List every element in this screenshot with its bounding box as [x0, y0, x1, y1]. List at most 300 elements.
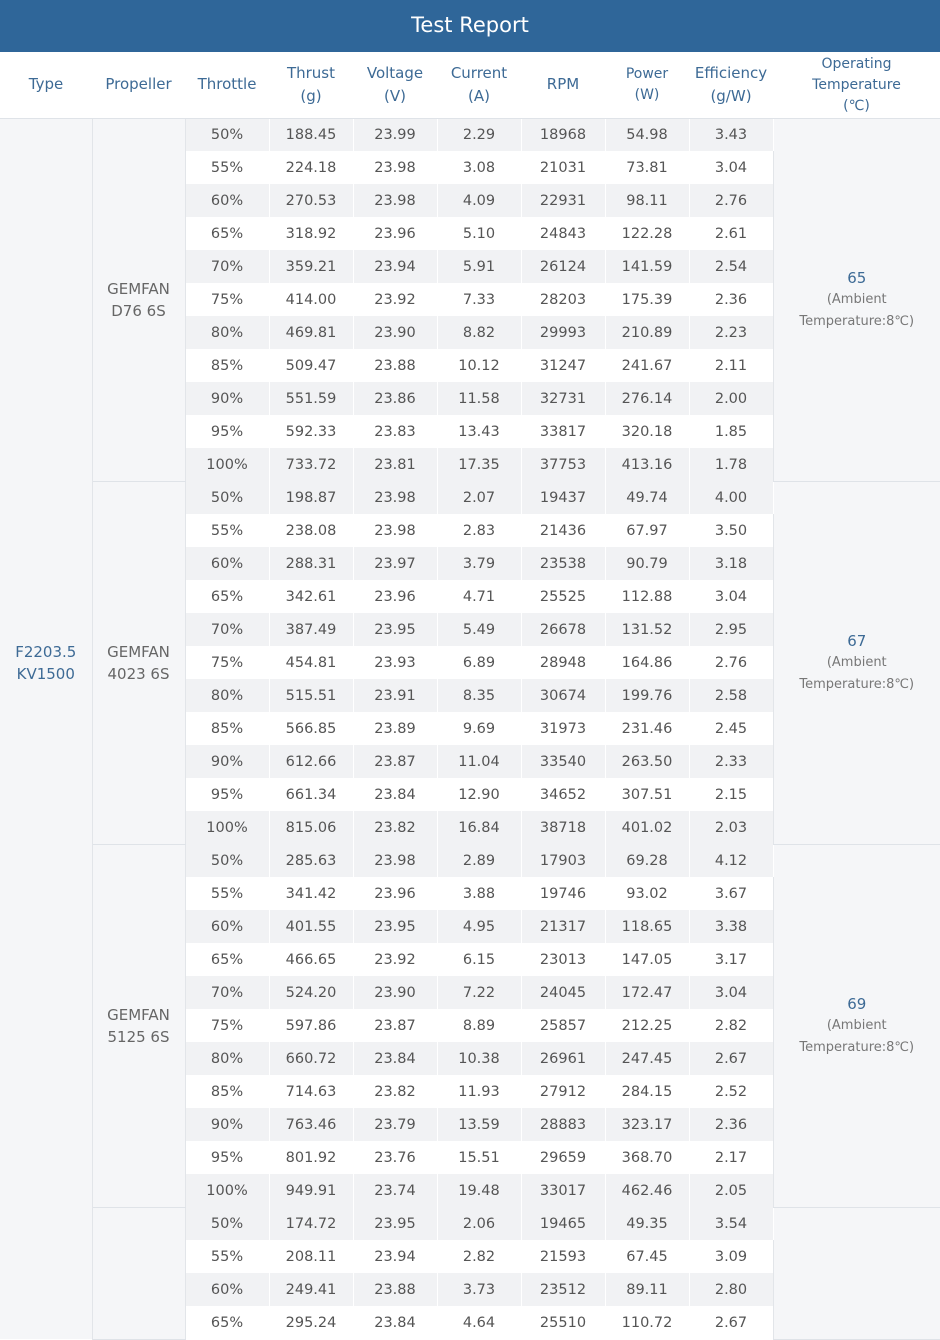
thrust-cell: 387.49 — [269, 613, 353, 646]
thrust-cell: 238.08 — [269, 514, 353, 547]
ambient-note: Temperature:8℃) — [774, 311, 940, 333]
efficiency-cell: 2.76 — [689, 646, 773, 679]
rpm-cell: 24045 — [521, 976, 605, 1009]
throttle-cell: 70% — [185, 976, 269, 1009]
thrust-cell: 174.72 — [269, 1207, 353, 1240]
propeller-line: D76 6S — [111, 302, 165, 320]
thrust-cell: 592.33 — [269, 415, 353, 448]
thrust-cell: 249.41 — [269, 1273, 353, 1306]
ambient-note: (Ambient — [774, 1015, 940, 1037]
current-cell: 3.88 — [437, 877, 521, 910]
power-cell: 131.52 — [605, 613, 689, 646]
rpm-cell: 38718 — [521, 811, 605, 844]
header-operating-temperature: Operating Temperature (℃) — [773, 52, 940, 118]
efficiency-cell: 2.67 — [689, 1042, 773, 1075]
voltage-cell: 23.74 — [353, 1174, 437, 1207]
thrust-cell: 597.86 — [269, 1009, 353, 1042]
efficiency-cell: 2.11 — [689, 349, 773, 382]
throttle-cell: 55% — [185, 877, 269, 910]
efficiency-cell: 2.52 — [689, 1075, 773, 1108]
voltage-cell: 23.98 — [353, 184, 437, 217]
efficiency-cell: 3.54 — [689, 1207, 773, 1240]
throttle-cell: 65% — [185, 217, 269, 250]
efficiency-cell: 2.17 — [689, 1141, 773, 1174]
voltage-cell: 23.93 — [353, 646, 437, 679]
rpm-cell: 19437 — [521, 481, 605, 514]
power-cell: 54.98 — [605, 118, 689, 151]
voltage-cell: 23.86 — [353, 382, 437, 415]
current-cell: 11.93 — [437, 1075, 521, 1108]
power-cell: 247.45 — [605, 1042, 689, 1075]
efficiency-cell: 2.36 — [689, 1108, 773, 1141]
voltage-cell: 23.98 — [353, 481, 437, 514]
power-cell: 323.17 — [605, 1108, 689, 1141]
current-cell: 8.82 — [437, 316, 521, 349]
power-cell: 73.81 — [605, 151, 689, 184]
power-cell: 320.18 — [605, 415, 689, 448]
rpm-cell: 19746 — [521, 877, 605, 910]
thrust-cell: 660.72 — [269, 1042, 353, 1075]
power-cell: 89.11 — [605, 1273, 689, 1306]
rpm-cell: 27912 — [521, 1075, 605, 1108]
efficiency-cell: 1.85 — [689, 415, 773, 448]
throttle-cell: 95% — [185, 415, 269, 448]
power-cell: 147.05 — [605, 943, 689, 976]
voltage-cell: 23.98 — [353, 844, 437, 877]
power-cell: 112.88 — [605, 580, 689, 613]
thrust-cell: 188.45 — [269, 118, 353, 151]
table-row — [0, 481, 940, 514]
current-cell: 3.08 — [437, 151, 521, 184]
rpm-cell: 26678 — [521, 613, 605, 646]
efficiency-cell: 3.38 — [689, 910, 773, 943]
power-cell: 199.76 — [605, 679, 689, 712]
efficiency-cell: 2.76 — [689, 184, 773, 217]
thrust-cell: 509.47 — [269, 349, 353, 382]
current-cell: 2.82 — [437, 1240, 521, 1273]
rpm-cell: 18968 — [521, 118, 605, 151]
voltage-cell: 23.92 — [353, 283, 437, 316]
throttle-cell: 60% — [185, 547, 269, 580]
rpm-cell: 21031 — [521, 151, 605, 184]
power-cell: 122.28 — [605, 217, 689, 250]
throttle-cell: 50% — [185, 1207, 269, 1240]
ambient-note: Temperature:8℃) — [774, 674, 940, 696]
report-title: Test Report — [0, 0, 940, 52]
voltage-cell: 23.82 — [353, 811, 437, 844]
current-cell: 12.90 — [437, 778, 521, 811]
operating-temperature-cell — [773, 844, 940, 1207]
thrust-cell: 295.24 — [269, 1306, 353, 1339]
efficiency-cell: 1.78 — [689, 448, 773, 481]
thrust-cell: 285.63 — [269, 844, 353, 877]
rpm-cell: 25525 — [521, 580, 605, 613]
current-cell: 4.64 — [437, 1306, 521, 1339]
thrust-cell: 801.92 — [269, 1141, 353, 1174]
voltage-cell: 23.88 — [353, 349, 437, 382]
throttle-cell: 75% — [185, 1009, 269, 1042]
throttle-cell: 75% — [185, 283, 269, 316]
power-cell: 93.02 — [605, 877, 689, 910]
current-cell: 3.73 — [437, 1273, 521, 1306]
current-cell: 3.79 — [437, 547, 521, 580]
throttle-cell: 100% — [185, 811, 269, 844]
current-cell: 13.43 — [437, 415, 521, 448]
power-cell: 110.72 — [605, 1306, 689, 1339]
throttle-cell: 50% — [185, 844, 269, 877]
rpm-cell: 19465 — [521, 1207, 605, 1240]
thrust-cell: 224.18 — [269, 151, 353, 184]
motor-type-line: KV1500 — [17, 665, 75, 683]
thrust-cell: 551.59 — [269, 382, 353, 415]
rpm-cell: 28883 — [521, 1108, 605, 1141]
operating-temperature-cell — [773, 118, 940, 481]
efficiency-cell: 3.67 — [689, 877, 773, 910]
efficiency-cell: 4.12 — [689, 844, 773, 877]
voltage-cell: 23.97 — [353, 547, 437, 580]
voltage-cell: 23.92 — [353, 943, 437, 976]
rpm-cell: 23538 — [521, 547, 605, 580]
voltage-cell: 23.90 — [353, 316, 437, 349]
throttle-cell: 90% — [185, 745, 269, 778]
power-cell: 98.11 — [605, 184, 689, 217]
rpm-cell: 21317 — [521, 910, 605, 943]
throttle-cell: 90% — [185, 1108, 269, 1141]
power-cell: 67.97 — [605, 514, 689, 547]
throttle-cell: 50% — [185, 481, 269, 514]
current-cell: 2.89 — [437, 844, 521, 877]
current-cell: 5.49 — [437, 613, 521, 646]
efficiency-cell: 3.18 — [689, 547, 773, 580]
motor-type-cell — [0, 118, 92, 1207]
throttle-cell: 50% — [185, 118, 269, 151]
efficiency-cell: 2.36 — [689, 283, 773, 316]
thrust-cell: 612.66 — [269, 745, 353, 778]
power-cell: 263.50 — [605, 745, 689, 778]
thrust-cell: 270.53 — [269, 184, 353, 217]
table-row — [0, 1207, 940, 1240]
power-cell: 462.46 — [605, 1174, 689, 1207]
throttle-cell: 60% — [185, 184, 269, 217]
throttle-cell: 85% — [185, 712, 269, 745]
rpm-cell: 33017 — [521, 1174, 605, 1207]
propeller-cell — [92, 1207, 185, 1339]
throttle-cell: 70% — [185, 613, 269, 646]
efficiency-cell: 2.03 — [689, 811, 773, 844]
rpm-cell: 28203 — [521, 283, 605, 316]
thrust-cell: 733.72 — [269, 448, 353, 481]
propeller-line: GEMFAN — [107, 1006, 170, 1024]
efficiency-cell: 2.00 — [689, 382, 773, 415]
thrust-cell: 359.21 — [269, 250, 353, 283]
thrust-cell: 661.34 — [269, 778, 353, 811]
voltage-cell: 23.95 — [353, 613, 437, 646]
voltage-cell: 23.96 — [353, 580, 437, 613]
ambient-note: (Ambient — [774, 652, 940, 674]
throttle-cell: 60% — [185, 1273, 269, 1306]
throttle-cell: 100% — [185, 1174, 269, 1207]
throttle-cell: 95% — [185, 778, 269, 811]
rpm-cell: 29659 — [521, 1141, 605, 1174]
ambient-note: (Ambient — [774, 289, 940, 311]
propeller-line: GEMFAN — [107, 280, 170, 298]
efficiency-cell: 3.04 — [689, 151, 773, 184]
current-cell: 2.83 — [437, 514, 521, 547]
voltage-cell: 23.95 — [353, 1207, 437, 1240]
power-cell: 67.45 — [605, 1240, 689, 1273]
propeller-cell — [92, 118, 185, 481]
efficiency-cell: 2.23 — [689, 316, 773, 349]
power-cell: 413.16 — [605, 448, 689, 481]
header-type: Type — [0, 52, 92, 118]
throttle-cell: 85% — [185, 349, 269, 382]
voltage-cell: 23.91 — [353, 679, 437, 712]
propeller-cell — [92, 844, 185, 1207]
thrust-cell: 288.31 — [269, 547, 353, 580]
voltage-cell: 23.90 — [353, 976, 437, 1009]
current-cell: 13.59 — [437, 1108, 521, 1141]
current-cell: 5.91 — [437, 250, 521, 283]
report-body — [0, 118, 940, 1339]
header-propeller: Propeller — [92, 52, 185, 118]
power-cell: 231.46 — [605, 712, 689, 745]
rpm-cell: 23013 — [521, 943, 605, 976]
rpm-cell: 28948 — [521, 646, 605, 679]
voltage-cell: 23.99 — [353, 118, 437, 151]
propeller-line: 4023 6S — [107, 665, 169, 683]
current-cell: 4.09 — [437, 184, 521, 217]
current-cell: 6.89 — [437, 646, 521, 679]
power-cell: 172.47 — [605, 976, 689, 1009]
current-cell: 4.95 — [437, 910, 521, 943]
throttle-cell: 100% — [185, 448, 269, 481]
thrust-cell: 566.85 — [269, 712, 353, 745]
header-throttle: Throttle — [185, 52, 269, 118]
efficiency-cell: 3.50 — [689, 514, 773, 547]
current-cell: 6.15 — [437, 943, 521, 976]
voltage-cell: 23.79 — [353, 1108, 437, 1141]
current-cell: 11.04 — [437, 745, 521, 778]
thrust-cell: 208.11 — [269, 1240, 353, 1273]
efficiency-cell: 2.05 — [689, 1174, 773, 1207]
rpm-cell: 34652 — [521, 778, 605, 811]
current-cell: 10.12 — [437, 349, 521, 382]
efficiency-cell: 4.00 — [689, 481, 773, 514]
efficiency-cell: 3.43 — [689, 118, 773, 151]
rpm-cell: 33540 — [521, 745, 605, 778]
propeller-line: GEMFAN — [107, 643, 170, 661]
rpm-cell: 26961 — [521, 1042, 605, 1075]
motor-type-line: F2203.5 — [15, 643, 76, 661]
throttle-cell: 65% — [185, 943, 269, 976]
rpm-cell: 22931 — [521, 184, 605, 217]
efficiency-cell: 2.33 — [689, 745, 773, 778]
power-cell: 49.35 — [605, 1207, 689, 1240]
throttle-cell: 80% — [185, 679, 269, 712]
voltage-cell: 23.88 — [353, 1273, 437, 1306]
efficiency-cell: 2.58 — [689, 679, 773, 712]
header-efficiency: Efficiency (g/W) — [689, 52, 773, 118]
rpm-cell: 24843 — [521, 217, 605, 250]
current-cell: 8.89 — [437, 1009, 521, 1042]
thrust-cell: 318.92 — [269, 217, 353, 250]
rpm-cell: 33817 — [521, 415, 605, 448]
current-cell: 9.69 — [437, 712, 521, 745]
voltage-cell: 23.96 — [353, 877, 437, 910]
throttle-cell: 75% — [185, 646, 269, 679]
operating-temperature-cell — [773, 1207, 940, 1339]
header-thrust: Thrust (g) — [269, 52, 353, 118]
efficiency-cell: 3.04 — [689, 580, 773, 613]
header-power: Power (W) — [605, 52, 689, 118]
power-cell: 164.86 — [605, 646, 689, 679]
voltage-cell: 23.94 — [353, 250, 437, 283]
efficiency-cell: 2.45 — [689, 712, 773, 745]
efficiency-cell: 2.15 — [689, 778, 773, 811]
thrust-cell: 469.81 — [269, 316, 353, 349]
thrust-cell: 198.87 — [269, 481, 353, 514]
thrust-cell: 949.91 — [269, 1174, 353, 1207]
efficiency-cell: 2.95 — [689, 613, 773, 646]
thrust-cell: 524.20 — [269, 976, 353, 1009]
operating-temperature-value: 65 — [774, 267, 940, 289]
current-cell: 17.35 — [437, 448, 521, 481]
rpm-cell: 25857 — [521, 1009, 605, 1042]
rpm-cell: 31247 — [521, 349, 605, 382]
power-cell: 90.79 — [605, 547, 689, 580]
operating-temperature-value: 67 — [774, 630, 940, 652]
operating-temperature-cell — [773, 481, 940, 844]
rpm-cell: 26124 — [521, 250, 605, 283]
efficiency-cell: 3.17 — [689, 943, 773, 976]
efficiency-cell: 2.80 — [689, 1273, 773, 1306]
current-cell: 15.51 — [437, 1141, 521, 1174]
power-cell: 212.25 — [605, 1009, 689, 1042]
thrust-cell: 815.06 — [269, 811, 353, 844]
rpm-cell: 32731 — [521, 382, 605, 415]
rpm-cell: 29993 — [521, 316, 605, 349]
throttle-cell: 65% — [185, 580, 269, 613]
current-cell: 2.06 — [437, 1207, 521, 1240]
propeller-line: 5125 6S — [107, 1028, 169, 1046]
throttle-cell: 65% — [185, 1306, 269, 1339]
current-cell: 16.84 — [437, 811, 521, 844]
propeller-cell — [92, 481, 185, 844]
power-cell: 210.89 — [605, 316, 689, 349]
current-cell: 10.38 — [437, 1042, 521, 1075]
thrust-cell: 466.65 — [269, 943, 353, 976]
current-cell: 19.48 — [437, 1174, 521, 1207]
throttle-cell: 85% — [185, 1075, 269, 1108]
efficiency-cell: 2.67 — [689, 1306, 773, 1339]
throttle-cell: 80% — [185, 316, 269, 349]
voltage-cell: 23.96 — [353, 217, 437, 250]
thrust-cell: 341.42 — [269, 877, 353, 910]
rpm-cell: 31973 — [521, 712, 605, 745]
current-cell: 2.29 — [437, 118, 521, 151]
power-cell: 118.65 — [605, 910, 689, 943]
throttle-cell: 95% — [185, 1141, 269, 1174]
voltage-cell: 23.84 — [353, 778, 437, 811]
power-cell: 49.74 — [605, 481, 689, 514]
thrust-cell: 515.51 — [269, 679, 353, 712]
voltage-cell: 23.87 — [353, 1009, 437, 1042]
header-rpm: RPM — [521, 52, 605, 118]
voltage-cell: 23.95 — [353, 910, 437, 943]
rpm-cell: 21436 — [521, 514, 605, 547]
ambient-note: Temperature:8℃) — [774, 1037, 940, 1059]
power-cell: 368.70 — [605, 1141, 689, 1174]
efficiency-cell: 3.09 — [689, 1240, 773, 1273]
voltage-cell: 23.87 — [353, 745, 437, 778]
rpm-cell: 17903 — [521, 844, 605, 877]
throttle-cell: 55% — [185, 151, 269, 184]
power-cell: 276.14 — [605, 382, 689, 415]
power-cell: 241.67 — [605, 349, 689, 382]
efficiency-cell: 2.61 — [689, 217, 773, 250]
rpm-cell: 30674 — [521, 679, 605, 712]
current-cell: 4.71 — [437, 580, 521, 613]
voltage-cell: 23.89 — [353, 712, 437, 745]
rpm-cell: 25510 — [521, 1306, 605, 1339]
current-cell: 2.07 — [437, 481, 521, 514]
voltage-cell: 23.98 — [353, 151, 437, 184]
voltage-cell: 23.83 — [353, 415, 437, 448]
voltage-cell: 23.84 — [353, 1306, 437, 1339]
table-row — [0, 844, 940, 877]
power-cell: 401.02 — [605, 811, 689, 844]
efficiency-cell: 2.82 — [689, 1009, 773, 1042]
voltage-cell: 23.82 — [353, 1075, 437, 1108]
thrust-cell: 714.63 — [269, 1075, 353, 1108]
voltage-cell: 23.98 — [353, 514, 437, 547]
power-cell: 284.15 — [605, 1075, 689, 1108]
test-report-table — [0, 52, 940, 1340]
rpm-cell: 37753 — [521, 448, 605, 481]
power-cell: 69.28 — [605, 844, 689, 877]
thrust-cell: 401.55 — [269, 910, 353, 943]
thrust-cell: 414.00 — [269, 283, 353, 316]
thrust-cell: 342.61 — [269, 580, 353, 613]
thrust-cell: 763.46 — [269, 1108, 353, 1141]
throttle-cell: 90% — [185, 382, 269, 415]
rpm-cell: 23512 — [521, 1273, 605, 1306]
current-cell: 5.10 — [437, 217, 521, 250]
current-cell: 8.35 — [437, 679, 521, 712]
power-cell: 141.59 — [605, 250, 689, 283]
voltage-cell: 23.84 — [353, 1042, 437, 1075]
throttle-cell: 60% — [185, 910, 269, 943]
power-cell: 175.39 — [605, 283, 689, 316]
voltage-cell: 23.94 — [353, 1240, 437, 1273]
voltage-cell: 23.76 — [353, 1141, 437, 1174]
current-cell: 7.22 — [437, 976, 521, 1009]
voltage-cell: 23.81 — [353, 448, 437, 481]
table-row — [0, 118, 940, 151]
throttle-cell: 55% — [185, 514, 269, 547]
header-row — [0, 52, 940, 118]
throttle-cell: 70% — [185, 250, 269, 283]
header-current: Current (A) — [437, 52, 521, 118]
motor-type-cell — [0, 1207, 92, 1339]
efficiency-cell: 2.54 — [689, 250, 773, 283]
current-cell: 7.33 — [437, 283, 521, 316]
current-cell: 11.58 — [437, 382, 521, 415]
operating-temperature-value: 69 — [774, 993, 940, 1015]
throttle-cell: 80% — [185, 1042, 269, 1075]
header-voltage: Voltage (V) — [353, 52, 437, 118]
rpm-cell: 21593 — [521, 1240, 605, 1273]
